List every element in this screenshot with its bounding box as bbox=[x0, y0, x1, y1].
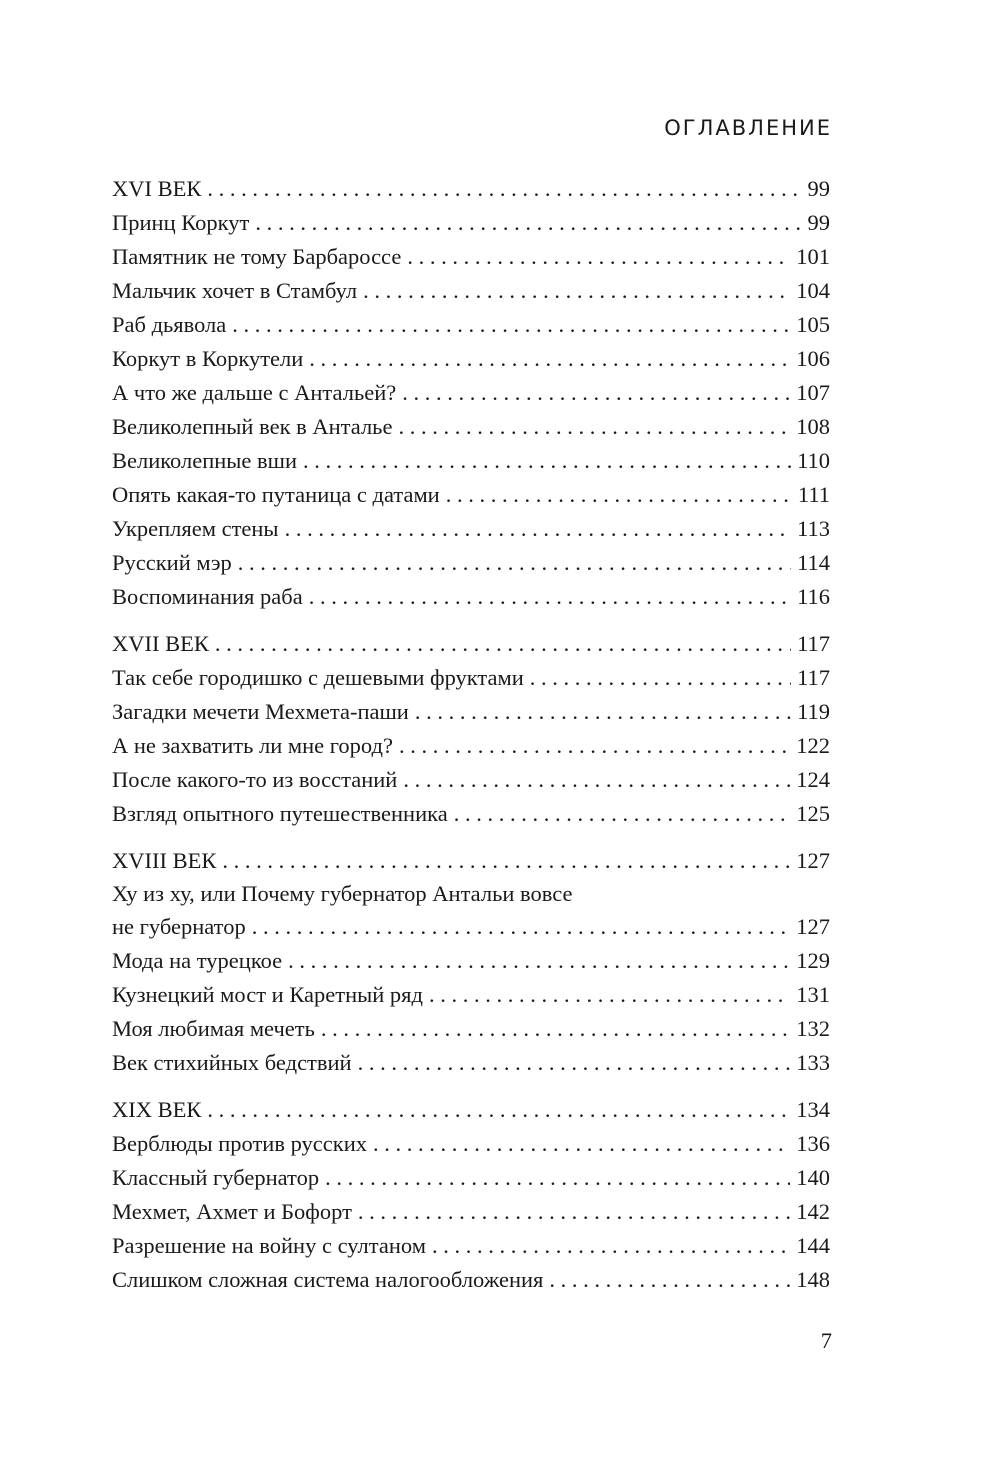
dot-leader bbox=[215, 627, 791, 661]
toc-entry[interactable] bbox=[112, 444, 830, 478]
toc-entry-title: Раб дьявола bbox=[112, 312, 227, 337]
toc-entry-page: 142 bbox=[796, 1199, 830, 1224]
toc-entry-page: 116 bbox=[797, 584, 830, 609]
toc-entry[interactable] bbox=[112, 172, 830, 206]
toc-entry-page: 127 bbox=[796, 848, 830, 873]
toc-entry[interactable] bbox=[112, 274, 830, 308]
toc-entry-title: Разрешение на войну с султаном bbox=[112, 1233, 426, 1258]
toc-entry-title: Великолепные вши bbox=[112, 448, 298, 473]
toc-entry-page: 125 bbox=[796, 801, 830, 826]
toc-entry-title: А что же дальше с Антальей? bbox=[112, 380, 397, 405]
toc-entry[interactable] bbox=[112, 1229, 830, 1263]
dot-leader bbox=[399, 729, 790, 763]
toc-entry-page: 122 bbox=[796, 733, 830, 758]
toc-entry[interactable] bbox=[112, 878, 830, 944]
toc-entry[interactable] bbox=[112, 308, 830, 342]
toc-entry[interactable] bbox=[112, 944, 830, 978]
toc-entry[interactable] bbox=[112, 797, 830, 831]
toc-entry[interactable] bbox=[112, 763, 830, 797]
toc-entry-title-continued: не губернатор bbox=[112, 914, 246, 939]
toc-entry-page: 133 bbox=[796, 1050, 830, 1075]
toc-entry-title: XVI ВЕК bbox=[112, 176, 202, 201]
toc-entry-title: Кузнецкий мост и Каретный ряд bbox=[112, 982, 423, 1007]
toc-entry-page: 129 bbox=[796, 948, 830, 973]
toc-entry[interactable] bbox=[112, 1046, 830, 1080]
dot-leader bbox=[325, 1161, 790, 1195]
table-of-contents bbox=[112, 172, 830, 1297]
toc-entry[interactable] bbox=[112, 376, 830, 410]
dot-leader bbox=[398, 410, 790, 444]
dot-leader bbox=[285, 512, 792, 546]
dot-leader bbox=[207, 1093, 790, 1127]
toc-entry[interactable] bbox=[112, 844, 830, 878]
toc-section bbox=[112, 627, 830, 831]
toc-entry-title: Слишком сложная система налогообложения bbox=[112, 1267, 544, 1292]
dot-leader bbox=[207, 172, 801, 206]
toc-entry-title: Воспоминания раба bbox=[112, 584, 303, 609]
toc-entry-page: 124 bbox=[796, 767, 830, 792]
toc-entry-title: Взгляд опытного путешественника bbox=[112, 801, 448, 826]
toc-entry[interactable] bbox=[112, 546, 830, 580]
toc-entry-title: Так себе городишко с дешевыми фруктами bbox=[112, 665, 524, 690]
toc-entry-title: Верблюды против русских bbox=[112, 1131, 367, 1156]
dot-leader bbox=[303, 444, 791, 478]
toc-entry-page: 134 bbox=[796, 1097, 830, 1122]
toc-entry-title: Мехмет, Ахмет и Бофорт bbox=[112, 1199, 352, 1224]
toc-entry-title: Коркут в Коркутели bbox=[112, 346, 304, 371]
toc-entry-title: Памятник не тому Барбароссе bbox=[112, 244, 402, 269]
dot-leader bbox=[549, 1263, 790, 1297]
toc-entry[interactable] bbox=[112, 410, 830, 444]
toc-entry-title: Великолепный век в Анталье bbox=[112, 414, 393, 439]
toc-entry-title: Загадки мечети Мехмета-паши bbox=[112, 699, 409, 724]
dot-leader bbox=[358, 1195, 790, 1229]
toc-entry-title: Опять какая-то путаница с датами bbox=[112, 482, 440, 507]
dot-leader bbox=[454, 797, 791, 831]
toc-entry-page: 107 bbox=[796, 380, 830, 405]
toc-entry-title: А не захватить ли мне город? bbox=[112, 733, 393, 758]
toc-entry-page: 113 bbox=[797, 516, 830, 541]
toc-entry-title: Мальчик хочет в Стамбул bbox=[112, 278, 358, 303]
toc-entry-page: 104 bbox=[796, 278, 830, 303]
toc-section bbox=[112, 844, 830, 1080]
dot-leader bbox=[446, 478, 792, 512]
dot-leader bbox=[309, 580, 791, 614]
page-title: ОГЛАВЛЕНИЕ bbox=[664, 116, 832, 140]
dot-leader bbox=[309, 342, 790, 376]
toc-entry-title: Русский мэр bbox=[112, 550, 232, 575]
dot-leader bbox=[415, 695, 791, 729]
toc-entry-page: 114 bbox=[797, 550, 830, 575]
toc-entry-page: 127 bbox=[796, 914, 830, 939]
toc-entry[interactable] bbox=[112, 729, 830, 763]
dot-leader bbox=[403, 763, 790, 797]
toc-entry-page: 106 bbox=[796, 346, 830, 371]
toc-entry-title: Ху из ху, или Почему губернатор Антальи вовсе bbox=[112, 881, 573, 906]
toc-section bbox=[112, 1093, 830, 1297]
dot-leader bbox=[321, 1012, 790, 1046]
toc-entry-page: 131 bbox=[796, 982, 830, 1007]
toc-entry-page: 99 bbox=[807, 210, 830, 235]
toc-entry[interactable] bbox=[112, 478, 830, 512]
toc-entry-page: 110 bbox=[797, 448, 830, 473]
toc-entry-page: 117 bbox=[797, 631, 830, 656]
dot-leader bbox=[432, 1229, 790, 1263]
toc-entry-title: XIX ВЕК bbox=[112, 1097, 202, 1122]
dot-leader bbox=[363, 274, 790, 308]
toc-entry[interactable] bbox=[112, 512, 830, 546]
toc-section bbox=[112, 172, 830, 614]
toc-entry-page: 101 bbox=[796, 244, 830, 269]
toc-entry[interactable] bbox=[112, 240, 830, 274]
toc-entry[interactable] bbox=[112, 580, 830, 614]
toc-entry[interactable] bbox=[112, 661, 830, 695]
page-number: 7 bbox=[820, 1328, 832, 1353]
toc-entry[interactable] bbox=[112, 978, 830, 1012]
toc-entry[interactable] bbox=[112, 1263, 830, 1297]
dot-leader bbox=[238, 546, 791, 580]
dot-leader bbox=[288, 944, 790, 978]
toc-entry-page: 117 bbox=[797, 665, 830, 690]
dot-leader bbox=[222, 844, 790, 878]
toc-entry-title: Классный губернатор bbox=[112, 1165, 320, 1190]
toc-entry[interactable] bbox=[112, 1012, 830, 1046]
toc-entry-title: Моя любимая мечеть bbox=[112, 1016, 315, 1041]
dot-leader bbox=[402, 376, 790, 410]
toc-entry-page: 99 bbox=[807, 176, 830, 201]
toc-entry[interactable] bbox=[112, 1195, 830, 1229]
toc-entry-page: 119 bbox=[797, 699, 830, 724]
toc-entry[interactable] bbox=[112, 695, 830, 729]
toc-entry-title: После какого-то из восстаний bbox=[112, 767, 398, 792]
toc-entry-page: 136 bbox=[796, 1131, 830, 1156]
dot-leader bbox=[407, 240, 790, 274]
toc-entry[interactable] bbox=[112, 206, 830, 240]
toc-entry[interactable] bbox=[112, 1127, 830, 1161]
dot-leader bbox=[252, 910, 791, 944]
toc-entry-title: Век стихийных бедствий bbox=[112, 1050, 352, 1075]
toc-entry-page: 111 bbox=[797, 482, 830, 507]
toc-entry-title: Мода на турецкое bbox=[112, 948, 283, 973]
toc-entry-page: 108 bbox=[796, 414, 830, 439]
dot-leader bbox=[232, 308, 790, 342]
toc-entry[interactable] bbox=[112, 1093, 830, 1127]
dot-leader bbox=[255, 206, 801, 240]
toc-entry-title: XVIII ВЕК bbox=[112, 848, 217, 873]
toc-entry-title: Укрепляем стены bbox=[112, 516, 279, 541]
toc-entry-title: XVII ВЕК bbox=[112, 631, 209, 656]
toc-entry-page: 148 bbox=[796, 1267, 830, 1292]
toc-entry-page: 105 bbox=[796, 312, 830, 337]
toc-entry-page: 144 bbox=[796, 1233, 830, 1258]
dot-leader bbox=[429, 978, 790, 1012]
toc-entry-title: Принц Коркут bbox=[112, 210, 250, 235]
toc-entry-page: 132 bbox=[796, 1016, 830, 1041]
dot-leader bbox=[373, 1127, 790, 1161]
toc-entry[interactable] bbox=[112, 627, 830, 661]
toc-entry-page: 140 bbox=[796, 1165, 830, 1190]
dot-leader bbox=[358, 1046, 791, 1080]
toc-entry[interactable] bbox=[112, 1161, 830, 1195]
toc-entry[interactable] bbox=[112, 342, 830, 376]
dot-leader bbox=[530, 661, 791, 695]
